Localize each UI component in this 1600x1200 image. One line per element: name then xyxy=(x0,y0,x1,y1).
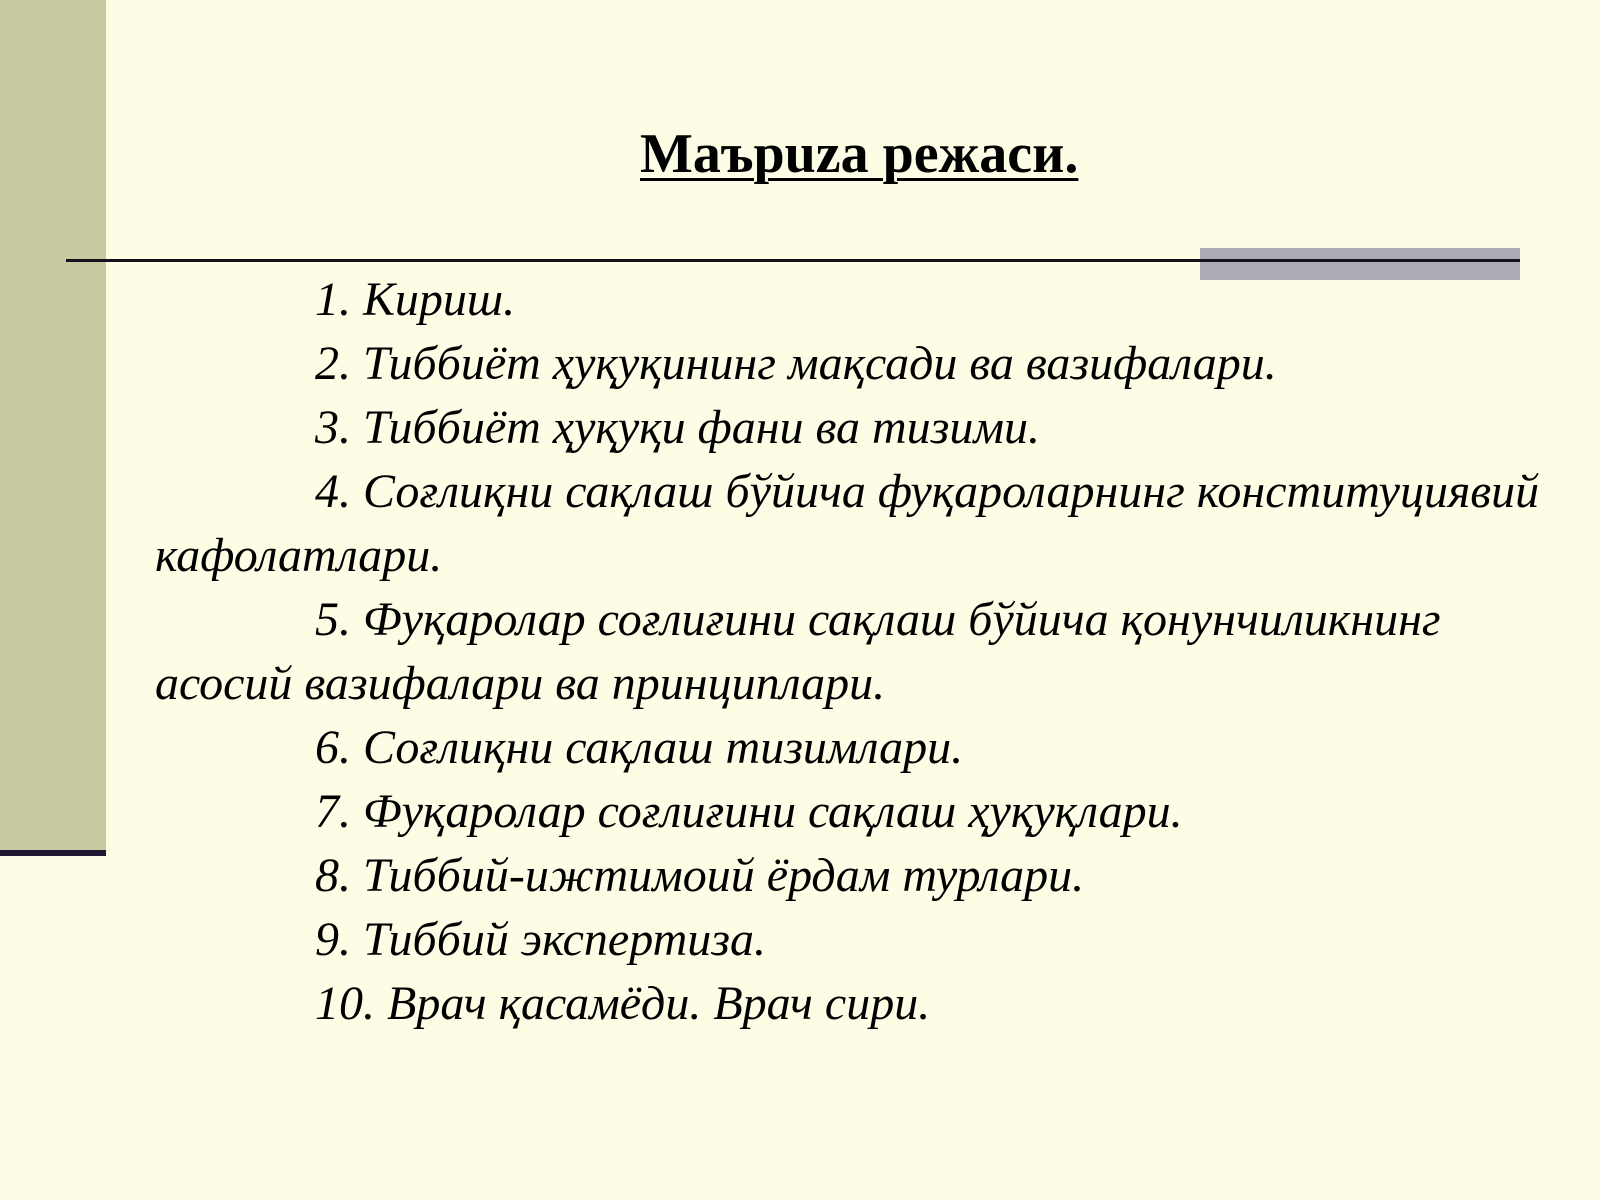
plan-item-9: 9. Тиббий экспертиза. xyxy=(315,913,766,966)
plan-item-8: 8. Тиббий-ижтимоий ёрдам турлари. xyxy=(315,849,1085,902)
plan-item-5: 5. Фуқаролар соғлиғини сақлаш бўйича қонунчиликнинг асосий вазифалари ва принциплари. xyxy=(155,593,1441,710)
plan-item-7: 7. Фуқаролар соғлиғини сақлаш ҳуқуқлари. xyxy=(315,785,1183,838)
lecture-plan-list xyxy=(155,268,1545,1036)
plan-item-1: 1. Кириш. xyxy=(315,273,516,326)
title-rule-line xyxy=(66,259,1520,262)
plan-item-2: 2. Тиббиёт ҳуқуқининг мақсади ва вазифалари. xyxy=(315,337,1277,390)
slide-title: Маърuza режаси. xyxy=(640,123,1079,185)
plan-item-6: 6. Соғлиқни сақлаш тизимлари. xyxy=(315,721,964,774)
plan-item-3: 3. Тиббиёт ҳуқуқи фани ва тизими. xyxy=(315,401,1041,454)
left-decorative-band xyxy=(0,0,106,850)
plan-item-4: 4. Соғлиқни сақлаш бўйича фуқароларнинг конституциявий кафолатлари. xyxy=(155,465,1540,582)
plan-item-10: 10. Врач қасамёди. Врач сири. xyxy=(315,977,931,1030)
left-band-underline xyxy=(0,850,106,856)
